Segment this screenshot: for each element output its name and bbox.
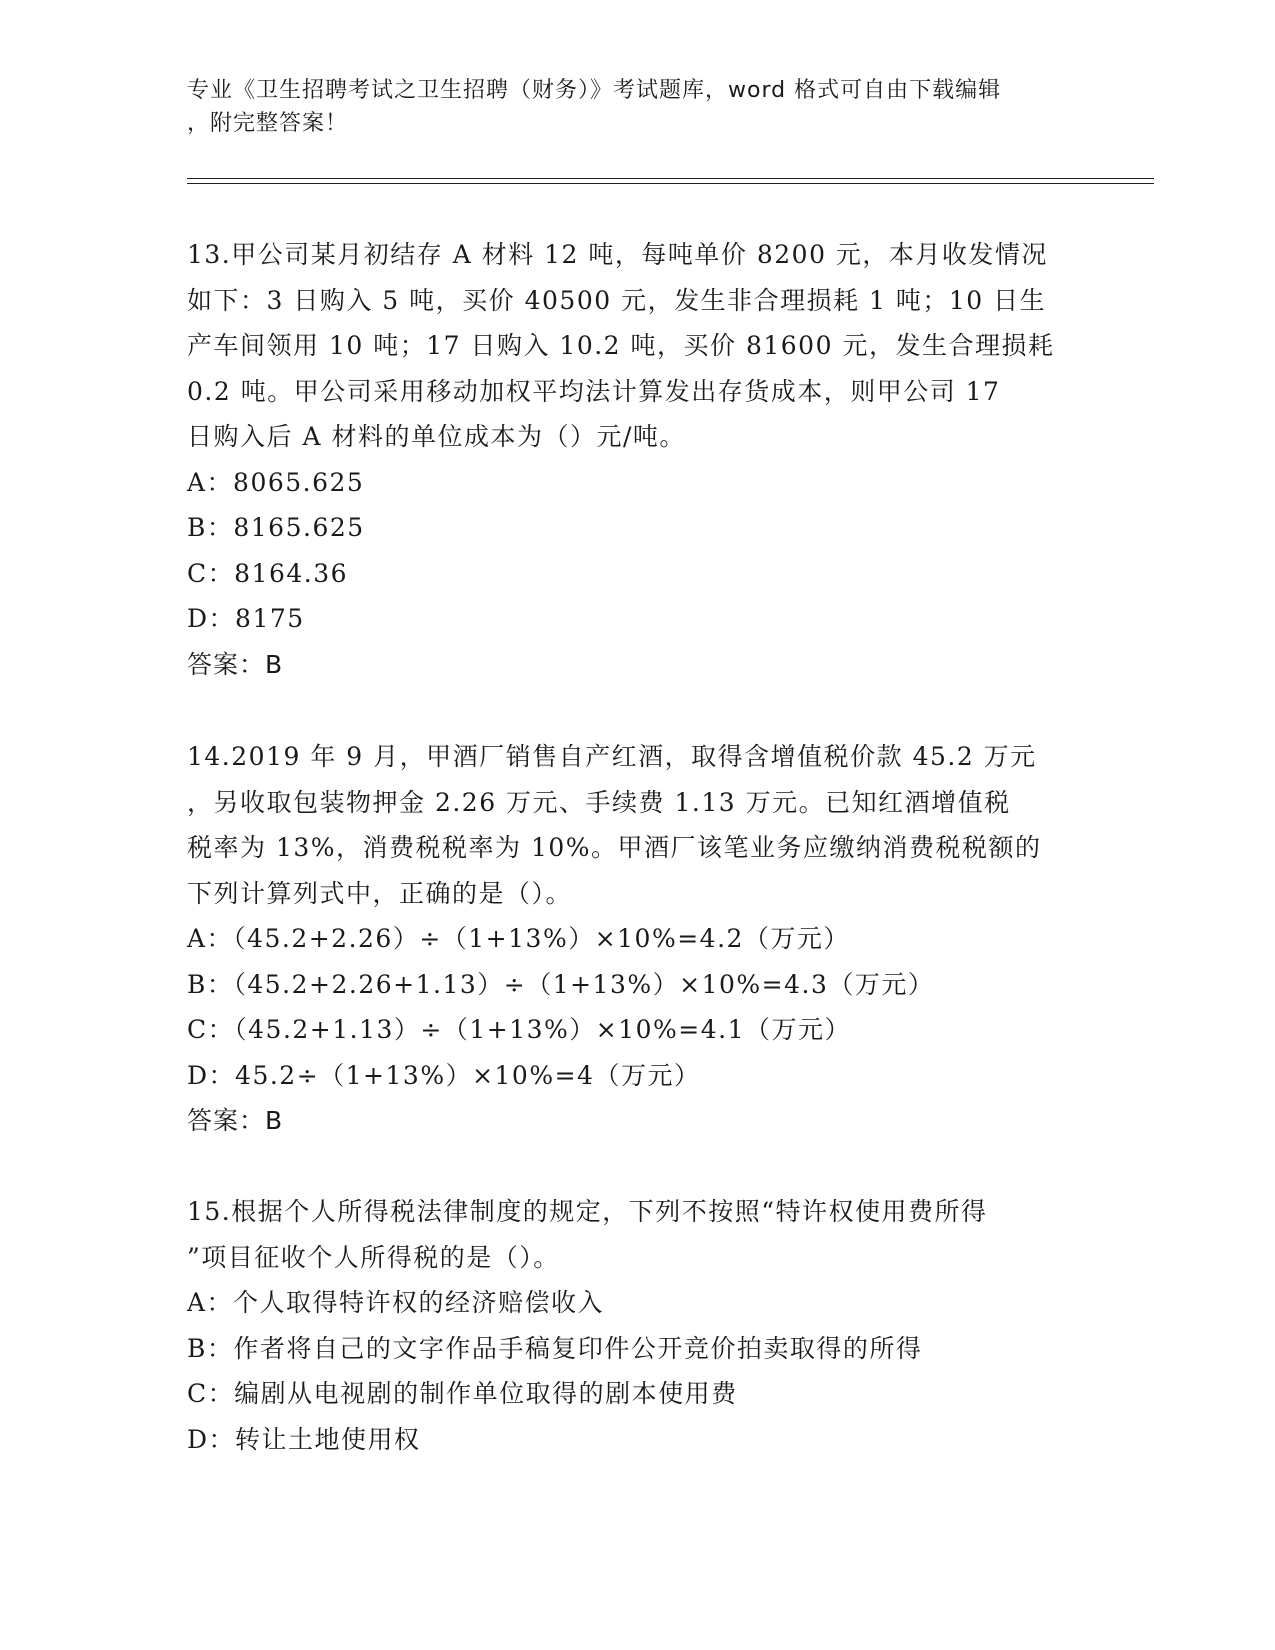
question-13	[187, 232, 1087, 687]
question-stem-line: 15.根据个人所得税法律制度的规定，下列不按照“特许权使用费所得	[187, 1197, 988, 1226]
option-a: A：8065.625	[187, 467, 365, 497]
option-b: B：（45.2+2.26+1.13）÷（1+13%）×10%=4.3（万元）	[187, 969, 935, 999]
question-stem-line: 13.甲公司某月初结存 A 材料 12 吨，每吨单价 8200 元，本月收发情况	[187, 240, 1048, 269]
question-stem-line: 如下：3 日购入 5 吨，买价 40500 元，发生非合理损耗 1 吨；10 日生	[187, 285, 1047, 315]
option-b: B：作者将自己的文字作品手稿复印件公开竞价拍卖取得的所得	[187, 1333, 923, 1363]
option-b: B：8165.625	[187, 513, 365, 542]
option-d: D：转让土地使用权	[187, 1424, 421, 1454]
header-line: 专业《卫生招聘考试之卫生招聘（财务）》考试题库，word 格式可自由下载编辑	[187, 78, 1002, 103]
question-14	[187, 734, 1087, 1144]
question-stem-line: 下列计算列式中，正确的是（）。	[187, 878, 573, 908]
question-stem-line: 0.2 吨。甲公司采用移动加权平均法计算发出存货成本，则甲公司 17	[187, 376, 1001, 406]
header-line: ，附完整答案！	[187, 111, 349, 136]
header-divider-bottom	[187, 183, 1154, 184]
header-divider-top	[187, 178, 1154, 179]
question-stem-line: 日购入后 A 材料的单位成本为（）元/吨。	[187, 422, 686, 451]
answer-line: 答案：B	[187, 649, 284, 679]
document-header	[187, 74, 1067, 140]
option-d: D：8175	[187, 604, 305, 633]
option-d: D：45.2÷（1+13%）×10%=4（万元）	[187, 1060, 701, 1090]
option-c: C：编剧从电视剧的制作单位取得的剧本使用费	[187, 1379, 738, 1408]
option-a: A：个人取得特许权的经济赔偿收入	[187, 1288, 605, 1317]
question-stem-line: ”项目征收个人所得税的是（）。	[187, 1242, 560, 1272]
question-stem-line: 产车间领用 10 吨；17 日购入 10.2 吨，买价 81600 元，发生合理损耗	[187, 331, 1055, 360]
option-c: C：（45.2+1.13）÷（1+13%）×10%=4.1（万元）	[187, 1015, 851, 1044]
question-stem-line: 税率为 13%，消费税税率为 10%。甲酒厂该笔业务应缴纳消费税税额的	[187, 833, 1042, 862]
question-stem-line: 14.2019 年 9 月，甲酒厂销售自产红酒，取得含增值税价款 45.2 万元	[187, 742, 1037, 771]
answer-line: 答案：B	[187, 1106, 284, 1135]
question-15	[187, 1189, 1087, 1462]
option-c: C：8164.36	[187, 558, 349, 588]
option-a: A：（45.2+2.26）÷（1+13%）×10%=4.2（万元）	[187, 924, 850, 953]
question-stem-line: ，另收取包装物押金 2.26 万元、手续费 1.13 万元。已知红酒增值税	[187, 787, 1011, 817]
